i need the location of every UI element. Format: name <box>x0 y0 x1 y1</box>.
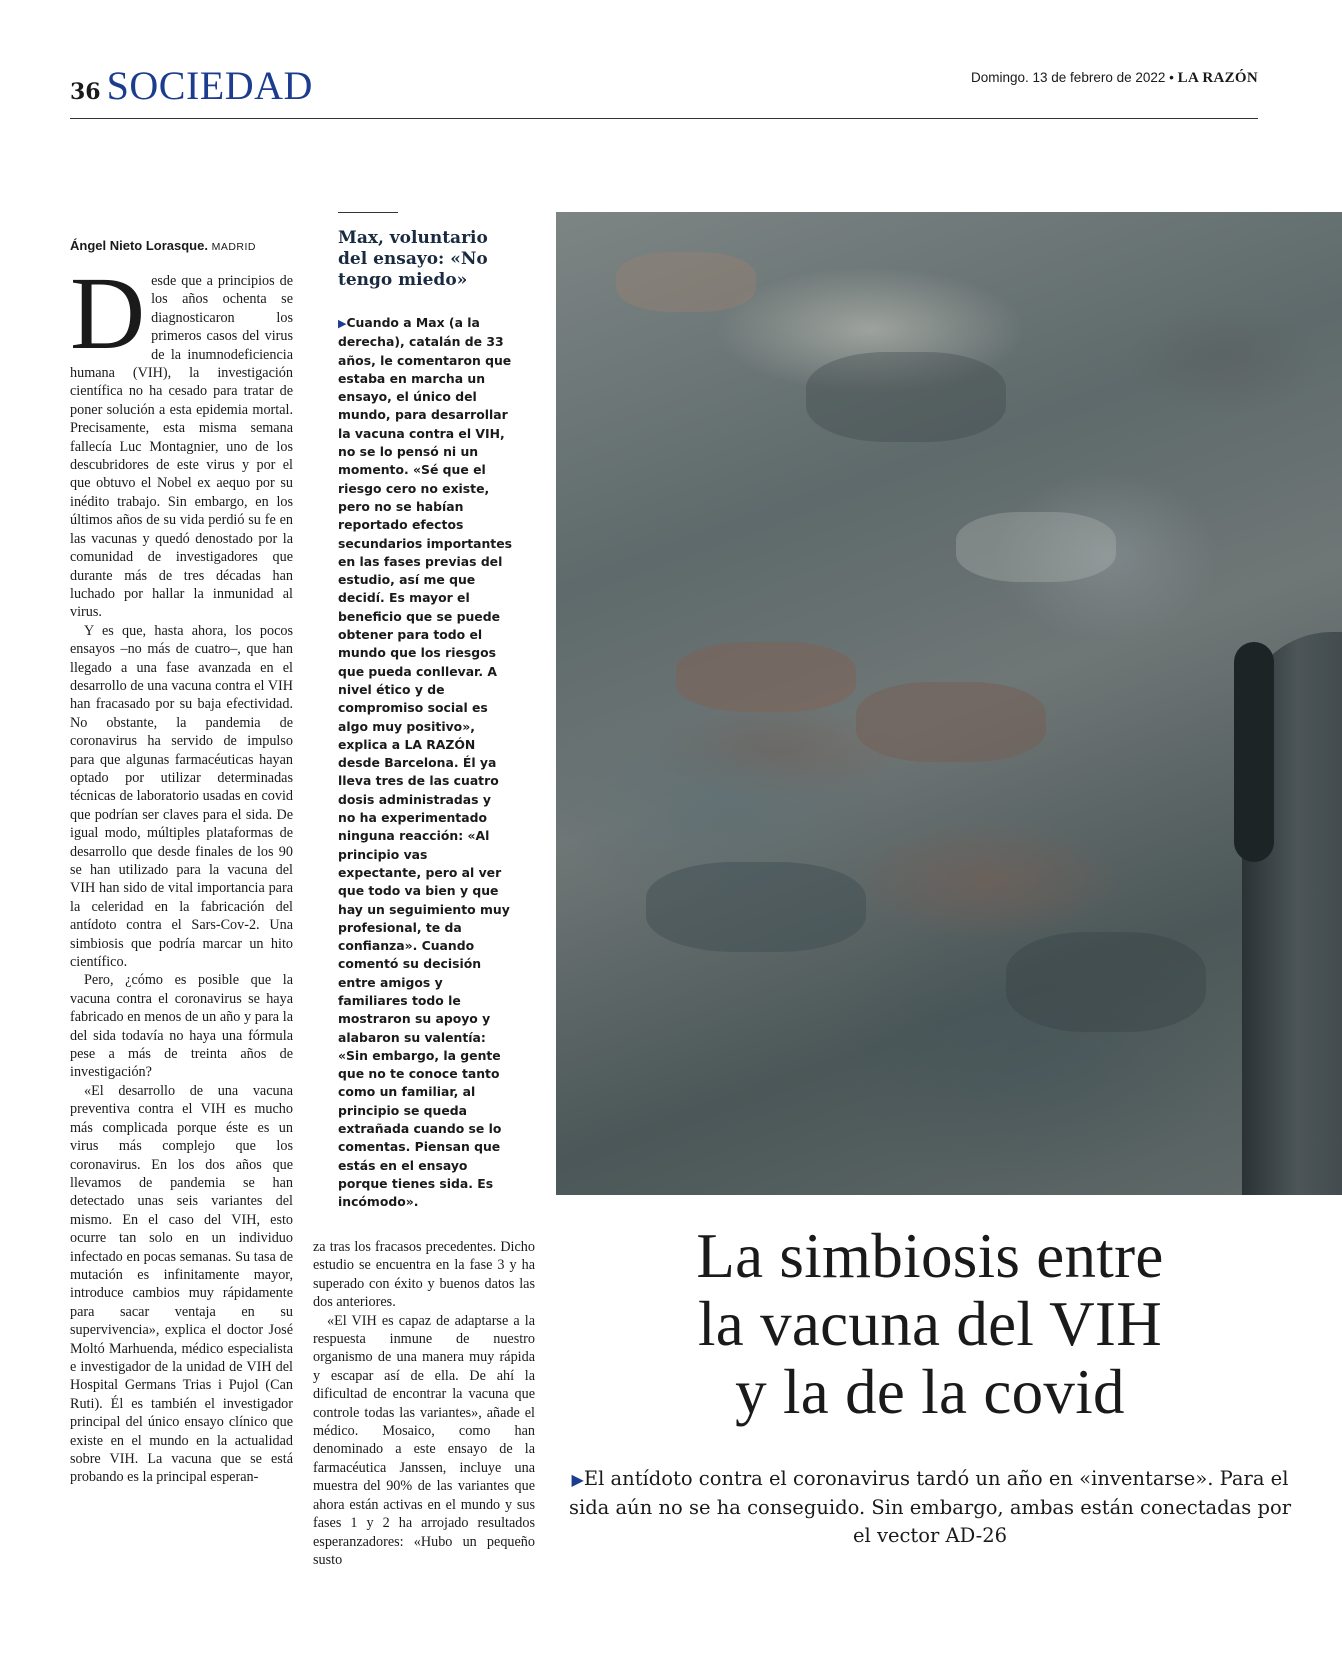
drop-cap: D <box>70 272 146 371</box>
subtitle <box>560 1465 1300 1550</box>
author-city: MADRID <box>211 241 257 253</box>
page-header-right <box>971 70 1258 87</box>
sidebar-divider <box>338 212 398 213</box>
article-paragraph: Desde que a principios de los años ochenta se diagnosticaron los primeros casos del virus de la inumnodeficiencia humana (VIH), la investigación científica no ha cesado para tratar de poner solución a esta epidemia mortal. Precisamente, esta misma semana fallecía Luc Montagnier, uno de los descubridores de este virus y por el que obtuvo el Nobel ex aequo por su inédito trabajo. Sin embargo, en los últimos años de su vida perdió su fe en las vacunas y quedó denostado por la comunidad de investigadores que durante más de tres décadas han luchado por hallar la inmunidad al virus. <box>70 272 293 621</box>
page-number: 36 <box>70 79 101 105</box>
article-paragraph: «El desarrollo de una vacuna preventiva contra el VIH es mucho más complicada porque éste es un virus más complejo que los coronavirus. En los dos años que llevamos de pandemia se han detectado unas seis variantes del mismo. En el caso del VIH, esto ocurre tan solo en un individuo infectado en pocas semanas. Su tasa de mutación es infinitamente mayor, introduce cambios muy rápidamente para sacar ventaja en su supervivencia», explica el doctor José Moltó Marhuenda, médico especialista e investigador de la unidad de VIH del Hospital Germans Trias i Pujol (Can Ruti). Él es también el investigador principal del único ensayo clínico que existe en el mundo en la actualidad sobre VIH. La vacuna que se está probando es la principal esperan- <box>70 1082 293 1486</box>
sidebar-text: Cuando a Max (a la derecha), catalán de 33 años, le comentaron que estaba en marcha un ensayo, el único del mundo, para desarrollar la vacuna contra el VIH, no se lo pensó ni un momento. «Sé que el riesgo cero no existe, pero no se habían reportado efectos secundarios importantes en las fases previas del estudio, así me que decidí. Es mayor el beneficio que se puede obtener para todo el mundo que los riesgos que pueda conllevar. A nivel ético y de compromiso social es algo muy positivo», explica a LA RAZÓN desde Barcelona. Él ya lleva tres de las cuatro dosis administradas y no ha experimentado ninguna reacción: «Al principio vas expectante, pero al ver que todo va bien y que hay un seguimiento muy profesional, te da confianza». Cuando comentó su decisión entre amigos y familiares todo le mostraron su apoyo y alabaron su valentía: «Sin embargo, la gente que no te conoce tanto como un familiar, al principio se queda extrañada cuando se lo comentas. Piensan que estás en el ensayo porque tienes sida. Es incómodo». <box>338 315 513 1210</box>
article-column-2 <box>313 1238 535 1570</box>
article-paragraph: Pero, ¿cómo es posible que la vacuna contra el coronavirus se haya fabricado en menos de un año y para la del sida todavía no haya una fórmula pese a más de treinta años de investigación? <box>70 972 293 1081</box>
article-column-1 <box>70 272 293 1572</box>
article-paragraph: za tras los fracasos precedentes. Dicho estudio se encuentra en la fase 3 y ha superado con éxito y buenos datos las dos anteriores. <box>313 1239 535 1311</box>
header-separator: • <box>1169 70 1174 85</box>
issue-date: Domingo. 13 de febrero de 2022 <box>971 70 1166 85</box>
headline-line: la vacuna del VIH <box>697 1289 1162 1359</box>
arrow-icon: ▶ <box>338 317 347 330</box>
section-title: SOCIEDAD <box>106 63 313 108</box>
article-paragraph: Y es que, hasta ahora, los pocos ensayos –no más de cuatro–, que han llegado a una fase avanzada en el desarrollo de una vacuna contra el VIH han fracasado por su baja efectividad. No obstante, la pandemia de coronavirus ha servido de impulso para que algunas farmacéuticas hayan optado por utilizar determinadas técnicas de laboratorio usadas en covid que podrían ser claves para el sida. De igual modo, múltiples plataformas de desarrollo que desde finales de los 90 se han utilizado para la vacuna del VIH han sido de vital importancia para la celeridad en la fabricación del antídoto contra el Sars-Cov-2. Una simbiosis que podría marcar un hito científico. <box>70 622 293 971</box>
subtitle-text: El antídoto contra el coronavirus tardó un año en «inventarse». Para el sida aún no se ha conseguido. Sin embargo, ambas están conectadas por el vector AD-26 <box>568 1467 1292 1547</box>
headline-line: y la de la covid <box>735 1357 1125 1427</box>
person-silhouette <box>1242 632 1342 1195</box>
header-divider <box>70 118 1258 119</box>
sidebar-title: Max, voluntario del ensayo: «No tengo miedo» <box>338 228 488 290</box>
author-name: Ángel Nieto Lorasque. <box>70 238 208 253</box>
arrow-icon: ▶ <box>571 1470 584 1489</box>
sidebar-body <box>338 314 512 1212</box>
newspaper-name: LA RAZÓN <box>1177 70 1258 86</box>
headline <box>560 1222 1300 1426</box>
article-photo <box>556 212 1342 1195</box>
article-paragraph: «El VIH es capaz de adaptarse a la respuesta inmune de nuestro organismo de una manera muy rápida y escapar así de ella. De ahí la dificultad de encontrar la vacuna que controle todas las variantes», añade el médico. Mosaico, como han denominado a este ensayo de la farmacéutica Janssen, incluye una muestra del 90% de las variantes que ahora están activas en el mundo y sus fases 1 y 2 ha arrojado resultados esperanzadores: «Hubo un pequeño susto <box>313 1312 535 1568</box>
headline-line: La simbiosis entre <box>696 1221 1164 1291</box>
byline <box>70 238 295 253</box>
page-header-left <box>70 62 313 110</box>
